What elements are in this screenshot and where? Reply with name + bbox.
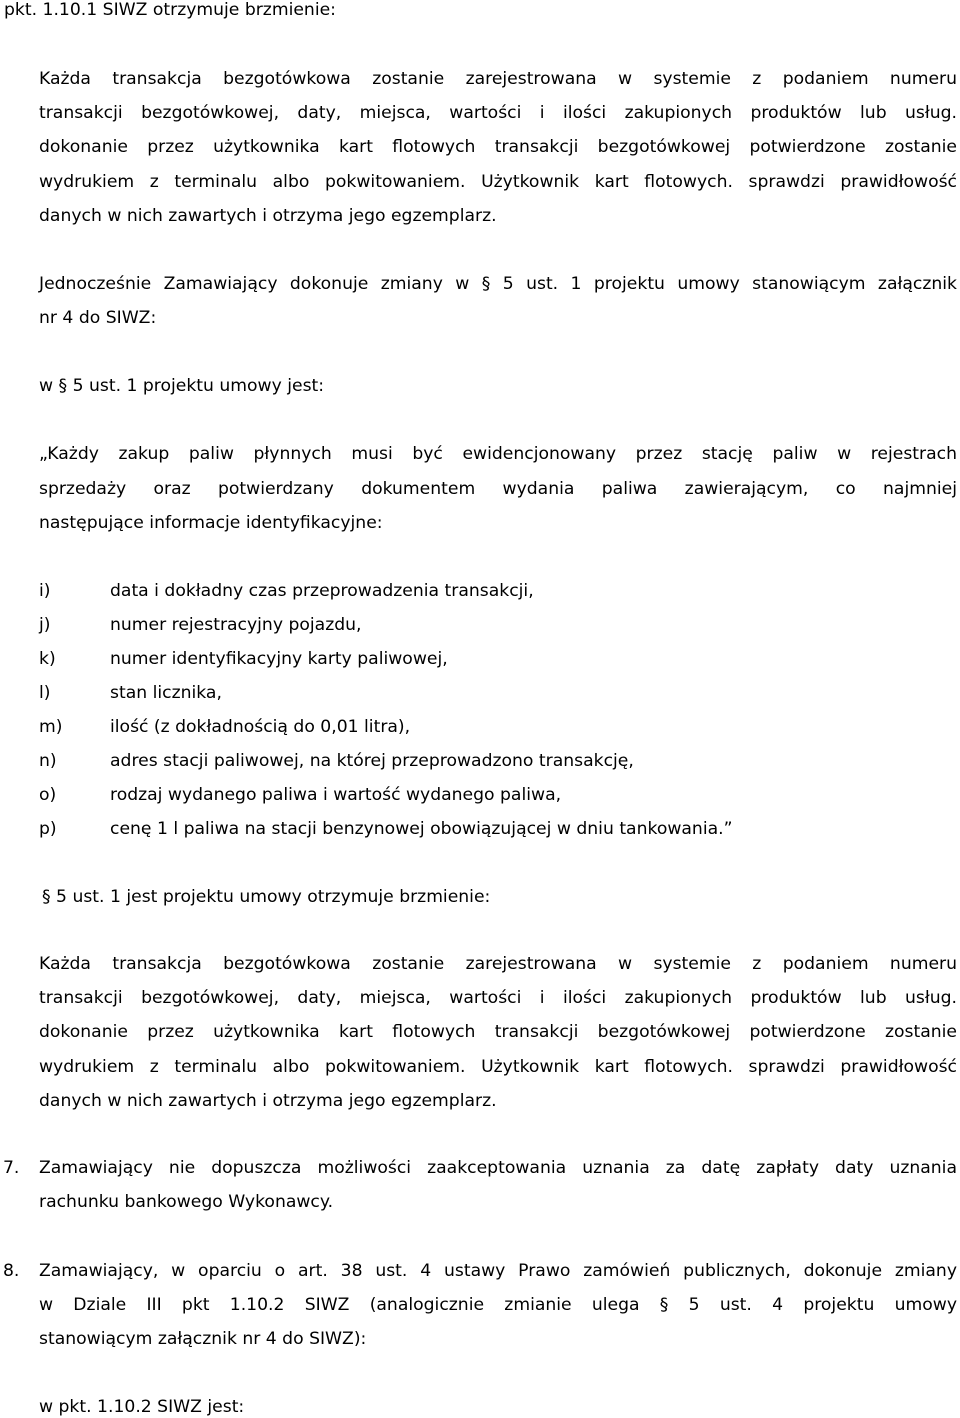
list-item-text: rodzaj wydanego paliwa i wartość wydanego paliwa, xyxy=(110,785,562,805)
list-item-text: ilość (z dokładnością do 0,01 litra), xyxy=(110,717,411,737)
list-item-label: l) xyxy=(39,683,51,703)
text-line: Zamawiający, w oparciu o art. 38 ust. 4 ustawy Prawo zamówień publicznych, dokonuje zmiany xyxy=(39,1261,957,1281)
list-item-label: i) xyxy=(39,581,51,601)
text-line: Każda transakcja bezgotówkowa zostanie zarejestrowana w systemie z podaniem numeru xyxy=(39,954,957,974)
text-line: Każda transakcja bezgotówkowa zostanie zarejestrowana w systemie z podaniem numeru xyxy=(39,69,957,89)
list-item-label: j) xyxy=(39,615,51,635)
text-line: dokonanie przez użytkownika kart flotowych transakcji bezgotówkowej potwierdzone zostanie xyxy=(39,1022,957,1042)
list-item-label: n) xyxy=(39,751,57,771)
list-item-text: cenę 1 l paliwa na stacji benzynowej obowiązującej w dniu tankowania.” xyxy=(110,819,733,839)
text-line: „Każdy zakup paliw płynnych musi być ewidencjonowany przez stację paliw w rejestrach xyxy=(39,444,957,464)
list-item-text: numer rejestracyjny pojazdu, xyxy=(110,615,362,635)
text-line: dokonanie przez użytkownika kart flotowych transakcji bezgotówkowej potwierdzone zostanie xyxy=(39,137,957,157)
text-line: stanowiącym załącznik nr 4 do SIWZ): xyxy=(39,1329,367,1349)
list-item-label: o) xyxy=(39,785,57,805)
text-line: wydrukiem z terminalu albo pokwitowaniem. Użytkownik kart flotowych. sprawdzi prawidłowość xyxy=(39,172,957,192)
section-heading: pkt. 1.10.1 SIWZ otrzymuje brzmienie: xyxy=(4,0,336,20)
text-line: w Dziale III pkt 1.10.2 SIWZ (analogicznie zmianie ulega § 5 ust. 4 projektu umowy xyxy=(39,1295,957,1315)
paragraph-current-wording-label: w § 5 ust. 1 projektu umowy jest: xyxy=(39,376,325,396)
list-item-text: numer identyfikacyjny karty paliwowej, xyxy=(110,649,448,669)
text-line: rachunku bankowego Wykonawcy. xyxy=(39,1192,334,1212)
text-line: Zamawiający nie dopuszcza możliwości zaakceptowania uznania za datę zapłaty daty uznania xyxy=(39,1158,957,1178)
text-line: danych w nich zawartych i otrzyma jego egzemplarz. xyxy=(39,206,497,226)
text-line: danych w nich zawartych i otrzyma jego egzemplarz. xyxy=(39,1091,497,1111)
text-line: transakcji bezgotówkowej, daty, miejsca, wartości i ilości zakupionych produktów lub usług. xyxy=(39,103,957,123)
text-line: nr 4 do SIWZ: xyxy=(39,308,157,328)
text-line: następujące informacje identyfikacyjne: xyxy=(39,513,383,533)
point-number: 7. xyxy=(3,1158,20,1178)
point-number: 8. xyxy=(3,1261,20,1281)
text-line: sprzedaży oraz potwierdzany dokumentem wydania paliwa zawierającym, co najmniej xyxy=(39,479,957,499)
list-item-text: data i dokładny czas przeprowadzenia transakcji, xyxy=(110,581,534,601)
text-line: Jednocześnie Zamawiający dokonuje zmiany w § 5 ust. 1 projektu umowy stanowiącym załącznik xyxy=(39,274,957,294)
list-item-text: adres stacji paliwowej, na której przeprowadzono transakcję, xyxy=(110,751,634,771)
paragraph-new-wording-label: § 5 ust. 1 jest projektu umowy otrzymuje brzmienie: xyxy=(42,887,491,907)
list-item-label: p) xyxy=(39,819,57,839)
list-item-label: m) xyxy=(39,717,63,737)
text-line: transakcji bezgotówkowej, daty, miejsca, wartości i ilości zakupionych produktów lub usług. xyxy=(39,988,957,1008)
text-line: wydrukiem z terminalu albo pokwitowaniem. Użytkownik kart flotowych. sprawdzi prawidłowość xyxy=(39,1057,957,1077)
list-item-text: stan licznika, xyxy=(110,683,222,703)
list-item-label: k) xyxy=(39,649,56,669)
paragraph-pkt-1-10-2-label: w pkt. 1.10.2 SIWZ jest: xyxy=(39,1397,245,1417)
